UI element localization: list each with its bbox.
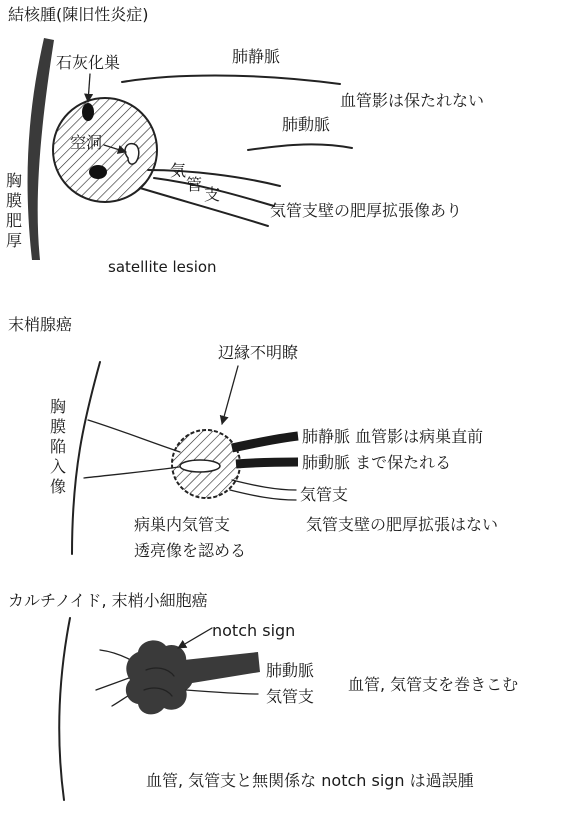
svg-text:胸: 胸: [6, 171, 23, 190]
bronchus-char-1: 気: [170, 161, 187, 180]
cavity-label: 空洞: [70, 133, 103, 152]
svg-text:肥: 肥: [6, 211, 23, 230]
pleura-curve: [72, 362, 100, 554]
svg-text:膜: 膜: [50, 417, 67, 436]
pulmonary-vein-line: [122, 76, 340, 85]
air-bronchogram-label-2: 透亮像を認める: [134, 541, 247, 560]
adeno-bronchus-2: [230, 490, 296, 500]
adenocarcinoma-heading: 末梢腺癌: [8, 315, 73, 334]
pleural-indentation-label: [50, 397, 66, 496]
tuberculoma-nodule: [53, 98, 157, 202]
calcification-spot-lower: [89, 165, 107, 179]
svg-text:陥: 陥: [50, 437, 67, 456]
ill-defined-margin-label: 辺縁不明瞭: [218, 343, 299, 362]
carcinoid-bronchus-label: 気管支: [266, 687, 315, 706]
notch-sign-label: notch sign: [212, 621, 296, 640]
calcification-spot: [82, 103, 94, 121]
section-adenocarcinoma: [8, 315, 498, 560]
air-bronchogram-label-1: 病巣内気管支: [134, 515, 231, 534]
pleural-thickening-band: [28, 38, 54, 260]
carcinoid-bronchus-line: [186, 690, 258, 694]
calcification-label: 石灰化巣: [56, 53, 121, 72]
no-wall-thickening-label: 気管支壁の肥厚拡張はない: [306, 515, 499, 534]
vessel-not-preserved-label: 血管影は保たれない: [340, 91, 485, 110]
artery-preserved-label: 肺動脈 まで保たれる: [302, 453, 452, 472]
bronchus-upper-wall: [148, 170, 280, 186]
vein-preserved-label: 肺静脈 血管影は病巣直前: [302, 427, 484, 446]
section-tuberculoma: [6, 5, 484, 276]
pleural-indentation-line-1: [88, 420, 180, 452]
svg-text:膜: 膜: [6, 191, 23, 210]
adenocarcinoma-vein: [232, 436, 298, 448]
carcinoid-artery-band: [184, 652, 260, 684]
adeno-bronchus-label: 気管支: [300, 485, 349, 504]
bronchus-char-3: 支: [204, 185, 221, 204]
margin-arrow: [222, 366, 238, 424]
pulmonary-artery-line: [248, 144, 352, 150]
carcinoid-heading: カルチノイド, 末梢小細胞癌: [8, 591, 208, 610]
bronchus-char-2: 管: [186, 175, 203, 194]
pulmonary-artery-label: 肺動脈: [282, 115, 331, 134]
calcification-arrow: [88, 74, 90, 102]
carcinoid-artery-label: 肺動脈: [266, 661, 315, 680]
adeno-bronchus-1: [232, 480, 296, 490]
adenocarcinoma-artery: [236, 462, 298, 464]
svg-text:胸: 胸: [50, 397, 67, 416]
svg-text:像: 像: [50, 477, 67, 496]
notch-sign-arrow: [178, 628, 212, 648]
carcinoid-mass: [126, 640, 194, 714]
satellite-lesion-label: satellite lesion: [108, 258, 217, 276]
pulmonary-vein-label: 肺静脈: [232, 47, 281, 66]
pleural-thickening-label: [6, 171, 22, 250]
carcinoid-pleura-curve: [59, 618, 70, 800]
tuberculoma-heading: 結核腫(陳旧性炎症): [8, 5, 149, 24]
pleural-indentation-line-2: [84, 466, 186, 478]
involvement-label: 血管, 気管支を巻きこむ: [348, 675, 519, 694]
hamartoma-note: 血管, 気管支と無関係な notch sign は過誤腫: [146, 771, 474, 790]
bronchial-wall-label: 気管支壁の肥厚拡張像あり: [270, 201, 463, 220]
air-bronchogram: [180, 460, 220, 472]
svg-text:入: 入: [50, 457, 67, 476]
section-carcinoid: [8, 591, 518, 800]
svg-text:厚: 厚: [6, 231, 23, 250]
